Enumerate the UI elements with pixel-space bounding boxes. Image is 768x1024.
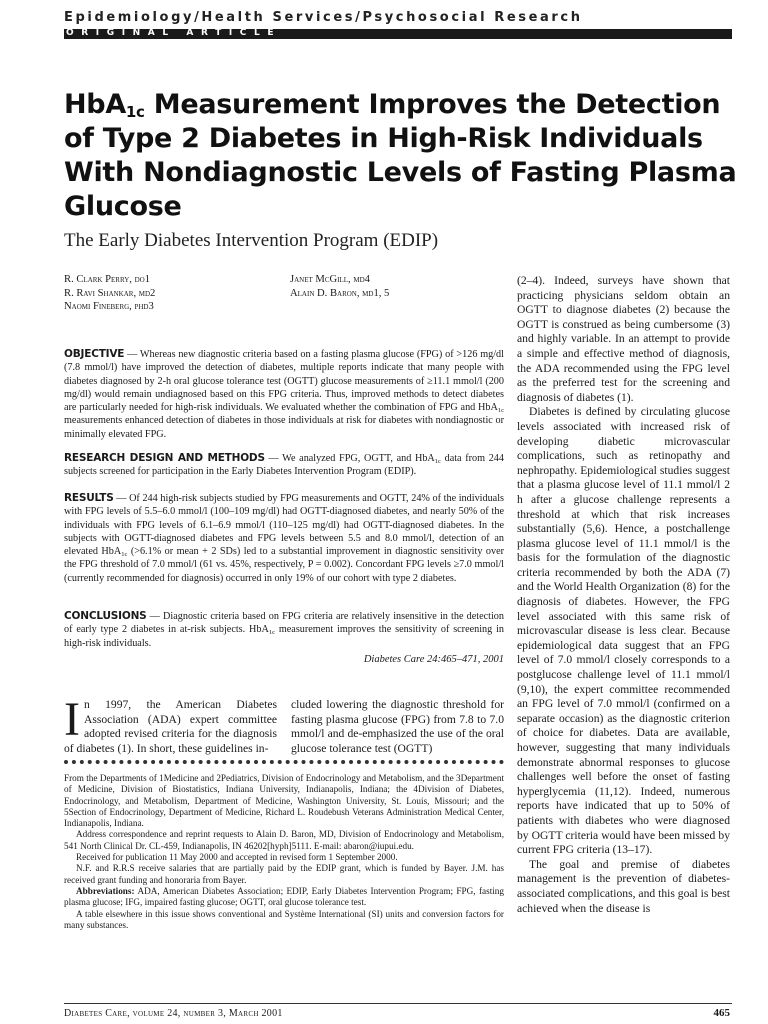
article-type-bar: [64, 29, 732, 39]
author-list-left: [64, 273, 155, 314]
abstract-text: measurements enhanced detection of diabetes in those individuals at risk for diabetes with nondiagnostic or minimally elevated FPG.: [64, 415, 504, 440]
abstract-subscript: 1c: [434, 458, 441, 465]
abstract-text: measurement improves the sensitivity of screening in high-risk individuals.: [64, 624, 505, 649]
abstract-objective: [64, 348, 504, 441]
abstract-results: [64, 492, 504, 585]
body-text: n 1997, the American Diabetes Association (ADA) expert committee adopted revised criteria for the diagnosis of diabetes (1). In short, these guidelines in-: [64, 698, 277, 755]
abstract-subscript: 1c: [497, 407, 504, 414]
footnote-affiliations: From the Departments of 1Medicine and 2Pediatrics, Division of Endocrinology and Metabolism, and the 3Department of Medicine, Division of Biostatistics, Indiana University, Indianapolis, Indiana; the 4Division of Diabetes, Endocrinology, and Metabolism, Department of Medicine, Washington University, St. Louis, Missouri; and the 5Section of Endocrinology, Department of Medicine, Richard L. Roudebush Veterans Administration Medical Center, Indianapolis, Indiana.: [64, 773, 504, 829]
abbreviations-text: ADA, American Diabetes Association; EDIP, Early Diabetes Intervention Program; FPG, fasting plasma glucose; IFG, impaired fasting glucose; OGTT, oral glucose tolerance test.: [64, 885, 504, 908]
body-paragraph: The goal and premise of diabetes management is the prevention of diabetes-associated complications, and this goal is best achieved when the disease is: [517, 857, 730, 915]
title-part-2: Measurement Improves the Detection of Type 2 Diabetes in High-Risk Individuals With Nondiagnostic Levels of Fasting Plasma Glucose: [64, 89, 737, 222]
journal-footer: Diabetes Care, volume 24, number 3, March 2001: [64, 1008, 283, 1019]
abstract-heading: CONCLUSIONS: [64, 610, 147, 622]
footnote-funding: N.F. and R.R.S receive salaries that are partially paid by the EDIP grant, which is funded by Bayer. J.M. has received grant funding and honoraria from Bayer.: [64, 863, 504, 885]
title-subscript: 1c: [125, 103, 145, 121]
footnote-table-note: A table elsewhere in this issue shows conventional and Système International (SI) units and conversion factors for many substances.: [64, 908, 504, 930]
body-paragraph: (2–4). Indeed, surveys have shown that practicing physicians seldom obtain an OGTT to diagnose diabetes (2) because the OGTT is construed as being cumbersome (3) and highly variable. In an attempt to provide a simple and effective method of diagnosis, the ADA recommended using the FPG level as the preferred test for the screening and diagnosis of diabetes (1).: [517, 274, 730, 404]
body-paragraph: cluded lowering the diagnostic threshold for fasting plasma glucose (FPG) from 7.8 to 7.0 mmol/l and de-emphasized the use of the oral glucose tolerance test (OGTT): [291, 698, 504, 755]
abstract-methods: [64, 452, 504, 479]
title-part-1: HbA: [64, 89, 126, 120]
footnote-separator: [64, 760, 504, 770]
article-subtitle: The Early Diabetes Intervention Program (EDIP): [64, 230, 439, 251]
abbreviations-heading: Abbreviations:: [76, 885, 135, 896]
body-column-right: [517, 274, 730, 916]
author-name: Naomi Fineberg, phd3: [64, 301, 154, 312]
body-paragraph: [64, 693, 277, 756]
abstract-text: — We analyzed FPG, OGTT, and HbA: [264, 453, 435, 464]
abstract-conclusions: [64, 610, 504, 650]
abstract-text: — Diagnostic criteria based on FPG criteria are relatively insensitive in the detection of early type 2 diabetes in at-risk subjects. HbA: [64, 611, 504, 636]
author-name: R. Ravi Shankar, md2: [64, 287, 156, 299]
footnote-abbreviations: [64, 886, 504, 909]
drop-cap: I: [64, 693, 80, 746]
author-name: Janet McGill, md4: [290, 274, 370, 285]
abstract-heading: RESULTS: [64, 492, 114, 504]
journal-citation: Diabetes Care 24:465–471, 2001: [363, 654, 504, 665]
abstract-heading: RESEARCH DESIGN AND METHODS: [64, 452, 265, 464]
abstract-text: data from 244 subjects screened for participation in the Early Diabetes Intervention Program (EDIP).: [64, 453, 504, 478]
footer-rule: [64, 1003, 732, 1004]
body-column-middle: [291, 698, 504, 756]
abstract-subscript: 1c: [268, 629, 275, 637]
body-column-left: [64, 693, 277, 756]
author-list-right: [290, 273, 389, 300]
page-number: 465: [713, 1007, 730, 1019]
body-paragraph: Diabetes is defined by circulating glucose levels associated with increased risk of developing diabetic microvascular complications, such as retinopathy and nephropathy. Epidemiological studies suggest that a plasma glucose level of 11.1 mmol/l 2 h after a glucose challenge represents a threshold at which that risk increases substantially (5,6). Hence, a postchallenge plasma glucose level of 11.1 mmol/l is the basis for the formulation of the diagnostic criteria recommended by both the ADA (7) and the World Health Organization (8) for the diagnosis of diabetes. However, the FPG level associated with this same risk of microvascular disease is less clear. Because epidemiological data suggest that an FPG level of 7.0 mmol/l closely corresponds to a postglucose challenge level of 11.1 mmol/l (9,10), the expert committee recommended an FPG level of 7.0 mmol/l (confirmed on a separate occasion) as the diagnostic criterion of choice for diabetes. Data are available, however, suggesting that many individuals demonstrate abnormal responses to glucose challenges well before the onset of fasting hyperglycemia (11,12). Indeed, numerous reports have indicated that up to 50% of patients with diabetes who were diagnosed by OGTT criteria would have been missed by current FPG criteria (13–17).: [517, 405, 730, 857]
article-title: [64, 88, 744, 224]
footnotes: [64, 773, 504, 931]
abstract-subscript: 1c: [121, 551, 128, 558]
footnote-received: Received for publication 11 May 2000 and accepted in revised form 1 September 2000.: [76, 852, 398, 863]
article-type-label: ORIGINAL ARTICLE: [66, 28, 282, 38]
author-name: Alain D. Baron, md1, 5: [290, 287, 390, 299]
section-header: Epidemiology/Health Services/Psychosocial Research: [64, 10, 583, 25]
abstract-heading: OBJECTIVE: [64, 348, 125, 360]
author-name: R. Clark Perry, do1: [64, 274, 151, 285]
abstract-text: — Whereas new diagnostic criteria based on a fasting plasma glucose (FPG) of >126 mg/dl (7.8 mmol/l) have improved the detection of diabetes, multiple reports indicate that many people with diabetes diagnosed by 2-h oral glucose tolerance test (OGTT) glucose measurements of ≥11.1 mmol/l (200 mg/dl) would remain undiagnosed based on this FPG criteria. Thus, improved methods to detect diabetes are particularly needed for high-risk individuals. We evaluated whether the combination of FPG and HbA: [64, 349, 504, 413]
abstract-text: (>6.1% or mean + 2 SDs) led to a substantial improvement in diagnostic sensitivity over the FPG threshold of 7.0 mmol/l (61 vs. 45%, respectively, P = 0.002). Concordant FPG levels ≥7.0 mmol/l (currently recommended for diagnosis) occurred in only 19% of our cohort with type 2 diabetes.: [64, 546, 504, 584]
abstract-text: — Of 244 high-risk subjects studied by FPG measurements and OGTT, 24% of the individuals with FPG levels of 5.5–6.0 mmol/l (100–109 mg/dl) had OGTT-diagnosed diabetes, and nearly 50% of the individuals with FPG levels of 6.1–6.9 mmol/l (110–125 mg/dl) had OGTT-diagnosed diabetes. In the subjects with OGTT-diagnosed diabetes and FPG levels between 5.5 and 8.0 mmol/l, detection of an elevated HbA: [64, 493, 504, 557]
footnote-correspondence: Address correspondence and reprint requests to Alain D. Baron, MD, Division of Endocrinology and Metabolism, 541 North Clinical Dr. CL-459, Indianapolis, IN 46202[hyph]5111. E-mail: abaron@iupui.edu.: [64, 829, 504, 851]
